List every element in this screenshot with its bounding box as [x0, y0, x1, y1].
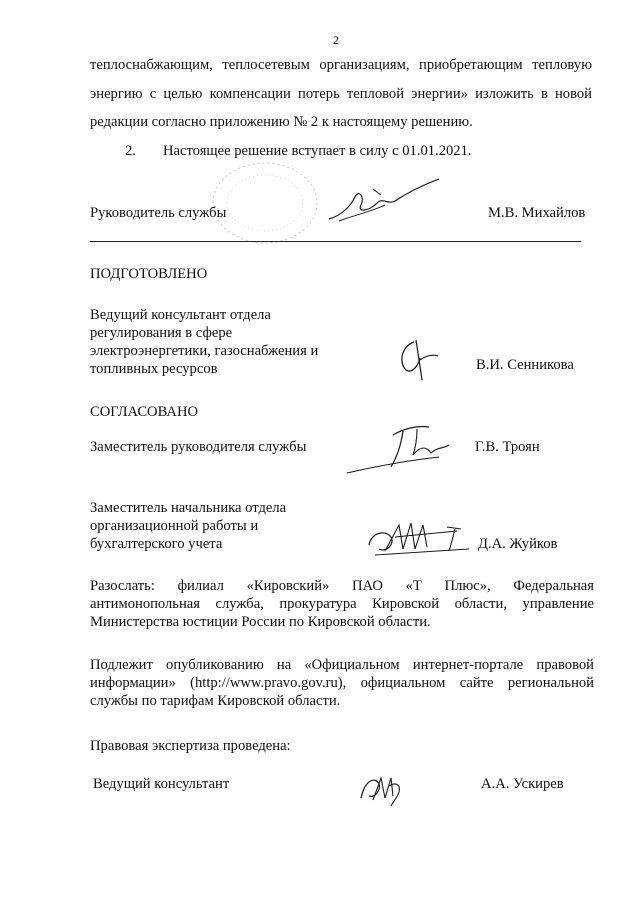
prepared-heading: ПОДГОТОВЛЕНО: [90, 266, 208, 282]
continuation-line-2: энергию с целью компенсации потерь тепловой энергии» изложить в новой: [90, 86, 592, 102]
continuation-line-3: редакции согласно приложению № 2 к настоящему решению.: [90, 114, 473, 130]
head-position: Руководитель службы: [90, 205, 227, 221]
legal-review-statement: Правовая экспертиза проведена:: [90, 738, 291, 754]
legal-review-signature: [355, 768, 405, 808]
continuation-line-1: теплоснабжающим, теплосетевым организациям, приобретающим тепловую: [90, 57, 592, 73]
item2-text: Настоящее решение вступает в силу с 01.01.2021.: [163, 143, 472, 159]
deputy-dept-signature: [365, 515, 475, 560]
deputy-dept-position-line-1: Заместитель начальника отдела: [90, 500, 287, 516]
deputy-dept-position-line-2: организационной работы и: [90, 518, 259, 534]
publication-line-2: информации» (http://www.pravo.gov.ru), официальном сайте региональной: [90, 675, 594, 691]
deputy-dept-name: Д.А. Жуйков: [478, 536, 558, 552]
prepared-position-line-1: Ведущий консультант отдела: [90, 307, 271, 323]
prepared-position-line-3: электроэнергетики, газоснабжения и: [90, 343, 319, 359]
distribution-line-2: антимонопольная служба, прокуратура Кировской области, управление: [90, 596, 594, 612]
prepared-name: В.И. Сенникова: [476, 357, 574, 373]
distribution-line-3: Министерства юстиции России по Кировской области.: [90, 614, 431, 630]
item2-number: 2.: [125, 143, 136, 159]
prepared-position-line-4: топливных ресурсов: [90, 361, 218, 377]
head-signature: [325, 175, 445, 230]
deputy-head-position: Заместитель руководителя службы: [90, 439, 307, 455]
head-name: М.В. Михайлов: [488, 205, 586, 221]
divider-line: [90, 241, 581, 242]
agreed-heading: СОГЛАСОВАНО: [90, 404, 199, 420]
page-number: 2: [333, 33, 339, 47]
prepared-position-line-2: регулирования в сфере: [90, 325, 233, 341]
deputy-head-name: Г.В. Троян: [475, 439, 540, 455]
deputy-head-signature: [343, 395, 463, 480]
legal-review-position: Ведущий консультант: [93, 776, 230, 792]
legal-review-name: А.А. Ускирев: [481, 776, 564, 792]
prepared-signature: [392, 336, 442, 384]
publication-line-3: службы по тарифам Кировской области.: [90, 693, 341, 709]
distribution-line-1: Разослать: филиал «Кировский» ПАО «Т Плюс», Федеральная: [90, 578, 594, 594]
publication-line-1: Подлежит опубликованию на «Официальном интернет-портале правовой: [90, 657, 594, 673]
deputy-dept-position-line-3: бухгалтерского учета: [90, 536, 223, 552]
